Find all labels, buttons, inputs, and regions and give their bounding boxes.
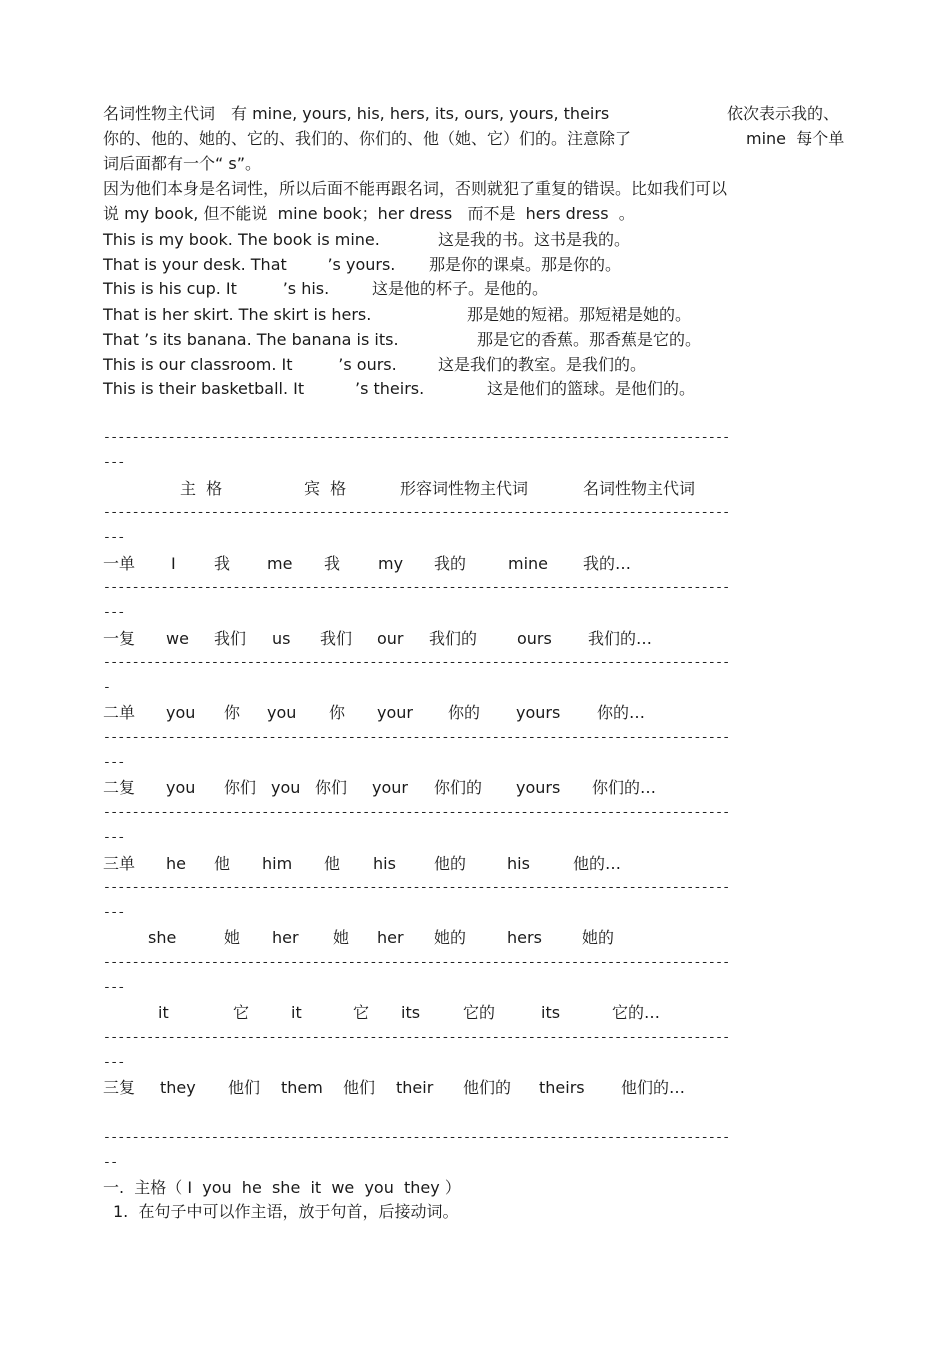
row-label: 二单 [103, 703, 136, 722]
table-header-noun-possessive: 名词性物主代词 [583, 479, 696, 498]
dash-tail: --- [103, 980, 125, 995]
table-cell: hers [507, 928, 542, 947]
dash-tail: --- [103, 830, 125, 845]
table-cell: 他的… [573, 854, 622, 873]
row-label: 一复 [103, 629, 136, 648]
dash-separator: --------------------------------------------------------------------------------------- [103, 505, 730, 520]
table-cell: their [396, 1078, 434, 1097]
table-cell: theirs [539, 1078, 585, 1097]
dash-separator: --------------------------------------------------------------------------------------- [103, 805, 730, 820]
example-en: That ’s its banana. The banana is its. [103, 330, 399, 349]
example-zh: 那是它的香蕉。那香蕉是它的。 [477, 330, 702, 349]
table-cell: it [158, 1003, 169, 1022]
section-item-1: 1. 在句子中可以作主语，放于句首，后接动词。 [113, 1202, 459, 1221]
table-cell: 你们 [315, 778, 348, 797]
dash-tail: -- [103, 1155, 118, 1170]
dash-tail: --- [103, 1055, 125, 1070]
table-cell: 他 [214, 854, 231, 873]
table-header-object: 宾 格 [304, 479, 347, 498]
table-cell: yours [516, 778, 561, 797]
table-header-adjective-possessive: 形容词性物主代词 [400, 479, 529, 498]
table-cell: 它的 [463, 1003, 496, 1022]
intro-line-1: 名词性物主代词 有 mine, yours, his, hers, its, ours, yours, theirs [103, 104, 610, 123]
table-cell: 他们的 [463, 1078, 512, 1097]
table-cell: yours [516, 703, 561, 722]
intro-line-1-end: 依次表示我的、 [727, 104, 840, 123]
table-cell: 你的… [597, 703, 646, 722]
row-label: 三单 [103, 854, 136, 873]
table-cell: she [148, 928, 177, 947]
row-label: 二复 [103, 778, 136, 797]
table-cell: your [377, 703, 413, 722]
dash-tail: --- [103, 605, 125, 620]
example-zh: 这是我的书。这书是我的。 [438, 230, 631, 249]
dash-separator: --------------------------------------------------------------------------------------- [103, 580, 730, 595]
table-cell: 你们的… [592, 778, 657, 797]
dash-tail: - [103, 680, 111, 695]
example-en: This is their basketball. It ’s theirs. [103, 379, 425, 398]
table-cell: 你们的 [434, 778, 483, 797]
table-cell: 你 [224, 703, 241, 722]
example-zh: 这是我们的教室。是我们的。 [438, 355, 647, 374]
table-cell: her [377, 928, 404, 947]
table-cell: 你们 [224, 778, 257, 797]
table-cell: 我们的 [429, 629, 478, 648]
table-cell: 我 [324, 554, 341, 573]
intro-line-3: 词后面都有一个“ s”。 [103, 154, 262, 173]
dash-tail: --- [103, 455, 125, 470]
table-cell: her [272, 928, 299, 947]
table-cell: 他们 [343, 1078, 376, 1097]
table-cell: them [281, 1078, 323, 1097]
intro-line-2-end: mine 每个单 [746, 129, 845, 148]
table-cell: his [373, 854, 396, 873]
table-cell: my [378, 554, 404, 573]
table-cell: 她的 [582, 928, 615, 947]
row-label: 三复 [103, 1078, 136, 1097]
table-cell: 他们 [228, 1078, 261, 1097]
table-cell: they [160, 1078, 196, 1097]
section-heading: 一. 主格（ I you he she it we you they ） [103, 1178, 461, 1197]
table-cell: you [166, 703, 196, 722]
table-cell: you [271, 778, 301, 797]
dash-tail: --- [103, 530, 125, 545]
table-header-subject: 主 格 [180, 479, 223, 498]
dash-separator: --------------------------------------------------------------------------------------- [103, 880, 730, 895]
table-cell: 我们 [320, 629, 353, 648]
table-cell: 我们的… [588, 629, 653, 648]
table-cell: 我 [214, 554, 231, 573]
table-cell: mine [508, 554, 549, 573]
table-cell: me [267, 554, 293, 573]
table-cell: 我的 [434, 554, 467, 573]
dash-separator: --------------------------------------------------------------------------------------- [103, 955, 730, 970]
example-zh: 这是他的杯子。是他的。 [372, 279, 549, 298]
example-zh: 那是你的课桌。那是你的。 [429, 255, 622, 274]
table-cell: 你的 [448, 703, 481, 722]
dash-tail: --- [103, 755, 125, 770]
table-cell: 他们的… [621, 1078, 686, 1097]
table-cell: your [372, 778, 408, 797]
intro-line-4: 因为他们本身是名词性，所以后面不能再跟名词，否则就犯了重复的错误。比如我们可以 [103, 179, 728, 198]
table-cell: 他 [324, 854, 341, 873]
table-cell: ours [517, 629, 552, 648]
table-cell: we [166, 629, 189, 648]
table-cell: 我的… [583, 554, 632, 573]
table-cell: our [377, 629, 404, 648]
table-cell: 他的 [434, 854, 467, 873]
table-cell: us [272, 629, 291, 648]
table-cell: you [267, 703, 297, 722]
example-en: This is our classroom. It ’s ours. [103, 355, 397, 374]
dash-separator: --------------------------------------------------------------------------------------- [103, 430, 730, 445]
example-zh: 这是他们的篮球。是他们的。 [487, 379, 696, 398]
dash-separator: --------------------------------------------------------------------------------------- [103, 655, 730, 670]
table-cell: its [401, 1003, 421, 1022]
table-cell: 你 [329, 703, 346, 722]
table-cell: his [507, 854, 530, 873]
example-en: This is his cup. It ’s his. [103, 279, 330, 298]
example-en: This is my book. The book is mine. [103, 230, 380, 249]
table-cell: 她的 [434, 928, 467, 947]
table-cell: its [541, 1003, 561, 1022]
table-cell: 她 [224, 928, 241, 947]
table-cell: 它的… [612, 1003, 661, 1022]
dash-separator: --------------------------------------------------------------------------------------- [103, 1030, 730, 1045]
table-cell: him [262, 854, 293, 873]
table-cell: 它 [353, 1003, 370, 1022]
dash-separator: --------------------------------------------------------------------------------------- [103, 1130, 730, 1145]
example-zh: 那是她的短裙。那短裙是她的。 [467, 305, 692, 324]
dash-tail: --- [103, 905, 125, 920]
intro-line-2: 你的、他的、她的、它的、我们的、你们的、他（她、它）们的。注意除了 [103, 129, 632, 148]
dash-separator: --------------------------------------------------------------------------------------- [103, 730, 730, 745]
table-cell: 她 [333, 928, 350, 947]
table-cell: it [291, 1003, 302, 1022]
table-cell: he [166, 854, 186, 873]
table-cell: I [171, 554, 176, 573]
intro-line-5: 说 my book, 但不能说 mine book；her dress 而不是 hers dress 。 [103, 204, 635, 223]
example-en: That is your desk. That ’s yours. [103, 255, 396, 274]
table-cell: 我们 [214, 629, 247, 648]
example-en: That is her skirt. The skirt is hers. [103, 305, 372, 324]
table-cell: 它 [233, 1003, 250, 1022]
table-cell: you [166, 778, 196, 797]
row-label: 一单 [103, 554, 136, 573]
